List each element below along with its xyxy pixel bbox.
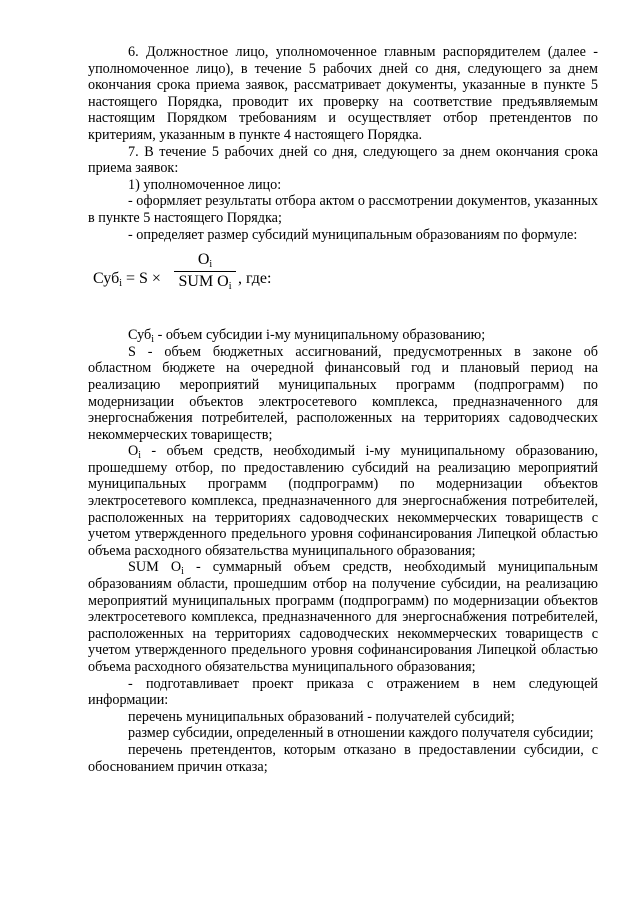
subsidy-formula bbox=[88, 247, 598, 321]
paragraph-refused-list: перечень претендентов, которым отказано в предоставлении субсидии, с обоснованием причин отказа; bbox=[88, 741, 598, 775]
definition-s: S - объем бюджетных ассигнований, предусмотренных в законе об областном бюджете на очередной финансовый год и плановый период на реализацию мероприятий муниципальных программ (подпрограмм) по модернизации объектов электросетевого комплекса, предназначенного для энергоснабжения потребителей, расположенных на территориях садоводческих некоммерческих товариществ; bbox=[88, 343, 598, 443]
paragraph-recipients-list: перечень муниципальных образований - получателей субсидий; bbox=[128, 708, 515, 725]
formula-lhs: Суб$_i$ = S × bbox=[93, 270, 161, 290]
paragraph-prepare-order: - подготавливает проект приказа с отражением в нем следующей информации: bbox=[88, 675, 598, 709]
formula-fraction bbox=[174, 252, 236, 290]
formula-numerator: $O_i$ bbox=[197, 251, 213, 271]
definition-sub-i: Суб$_i$ - объем субсидии i-му муниципальному образованию; bbox=[128, 327, 486, 346]
paragraph-item-7: 7. В течение 5 рабочих дней со дня, следующего за днем окончания срока приема заявок: bbox=[88, 143, 598, 177]
formula-denominator: SUM $O_i$ bbox=[178, 272, 232, 292]
paragraph-item-6: 6. Должностное лицо, уполномоченное главным распорядителем (далее - уполномоченное лицо), в течение 5 рабочих дней со дня, следующего за днем окончания срока приема заявок, рассматривает документы, указанные в пункте 5 настоящего Порядка, проводит их проверку на соответствие предъявляемым настоящим Порядком требованиям и осуществляет отбор претендентов по критериям, указанным в пункте 4 настоящего Порядка. bbox=[88, 44, 598, 143]
paragraph-subitem-1: 1) уполномоченное лицо: bbox=[128, 176, 282, 193]
formula-tail: , где: bbox=[238, 270, 272, 288]
paragraph-act-of-review: - оформляет результаты отбора актом о рассмотрении документов, указанных в пункте 5 настоящего Порядка; bbox=[88, 193, 598, 226]
paragraph-formula-intro: - определяет размер субсидий муниципальным образованиям по формуле: bbox=[128, 226, 578, 243]
definition-o-i: $O_i$ - объем средств, необходимый i-му муниципальному образованию, прошедшему отбор, по предоставлению субсидий на реализацию мероприятий муниципальных программ (подпрограмм) по модернизации объектов электросетевого комплекса, предназначенного для энергоснабжения потребителей, расположенных на территориях садоводческих некоммерческих товариществ с учетом утвержденного предельного уровня софинансирования Липецкой областью объема расходного обязательства муниципального образования; bbox=[88, 443, 598, 559]
paragraph-subsidy-amount: размер субсидии, определенный в отношении каждого получателя субсидии; bbox=[128, 725, 594, 742]
definition-sum-o-i: SUM $O_i$ - суммарный объем средств, необходимый муниципальным образованиям области, прошедшим отбор на получение субсидии, на реализацию мероприятий муниципальных программ (подпрограмм) по модернизации объектов электросетевого комплекса, предназначенного для энергоснабжения потребителей, расположенных на территориях садоводческих некоммерческих товариществ с учетом утвержденного предельного уровня софинансирования Липецкой областью объема расходного обязательства муниципального образования; bbox=[88, 559, 598, 675]
